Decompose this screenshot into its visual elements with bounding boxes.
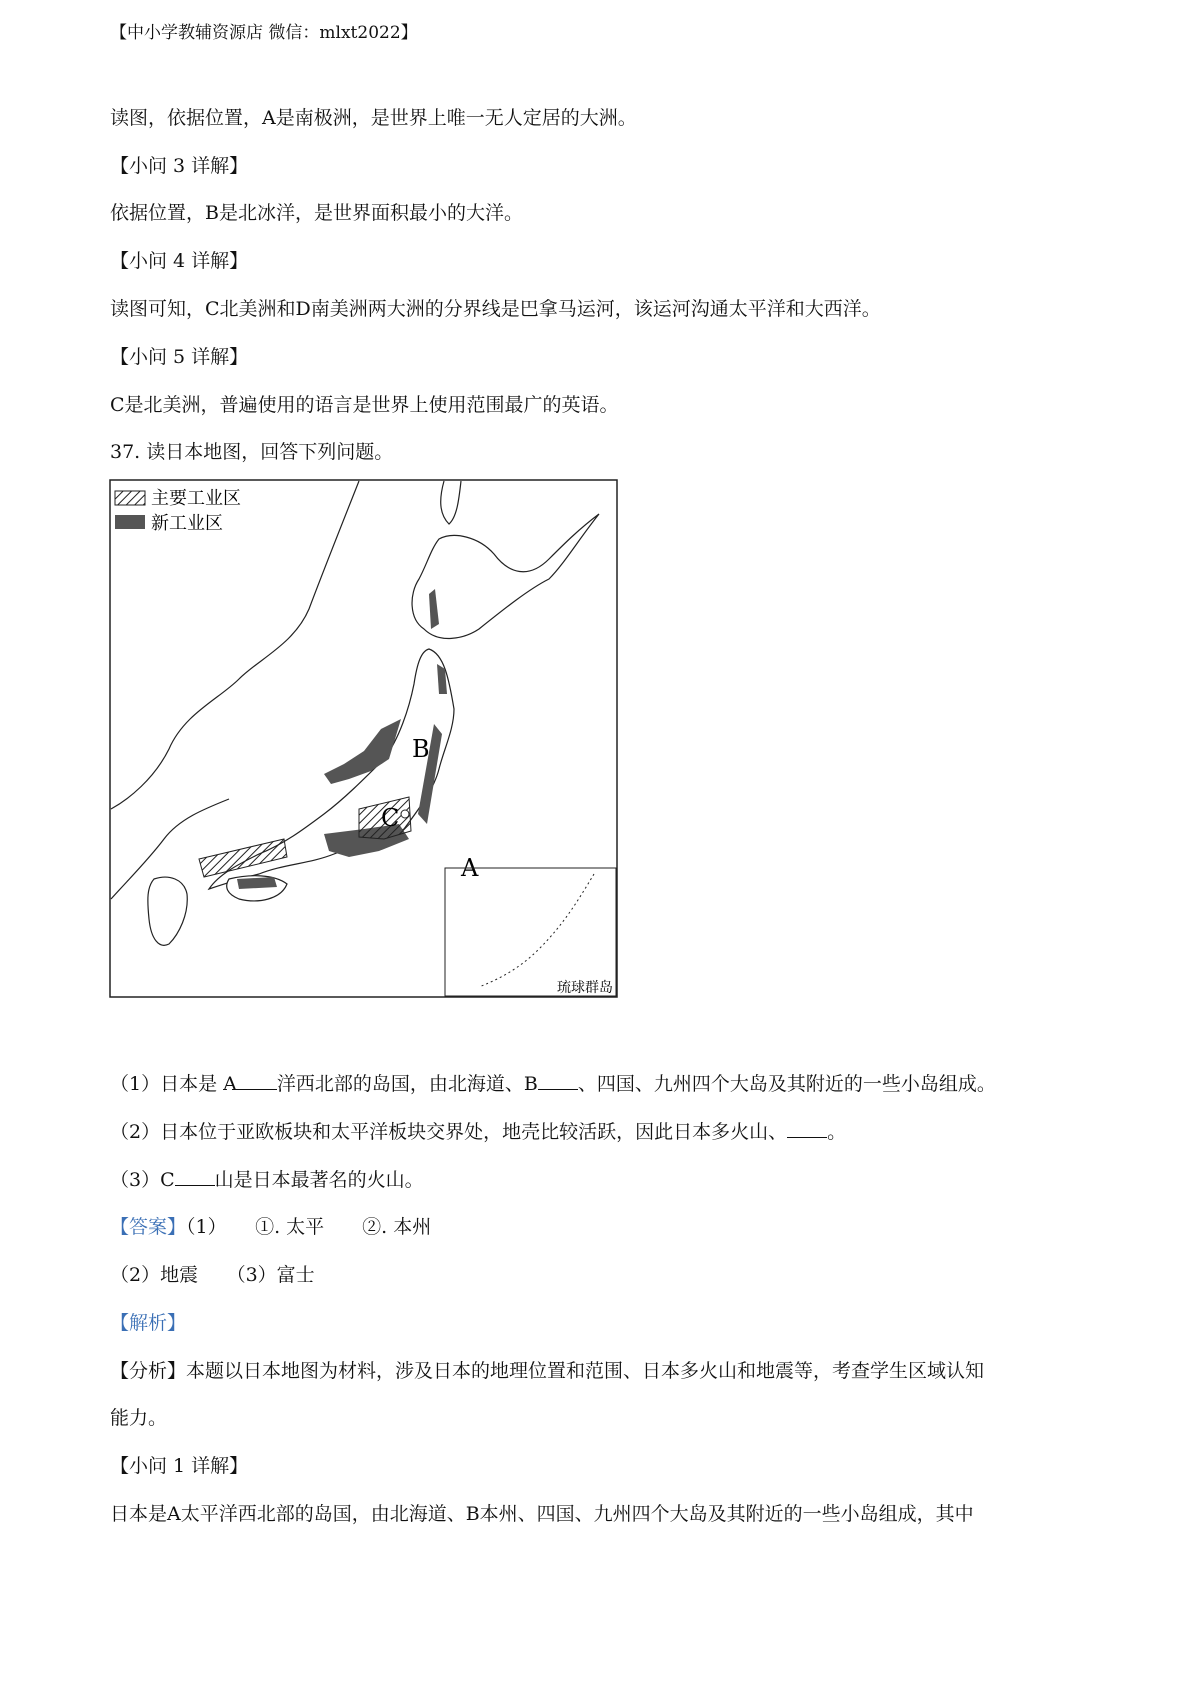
label-c: C: [381, 804, 400, 832]
japan-map: [109, 479, 618, 998]
analysis-text: 能力。: [110, 1407, 168, 1429]
analysis-text: 日本是A太平洋西北部的岛国，由北海道、B本州、四国、九州四个大岛及其附近的一些小岛组成，其中: [110, 1503, 974, 1525]
section-heading: 【小问 3 详解】: [110, 155, 249, 177]
legend-hatch-swatch: [115, 491, 145, 505]
text-line: C是北美洲，普遍使用的语言是世界上使用范围最广的英语。: [110, 394, 619, 416]
analysis-tag: 【解析】: [110, 1312, 187, 1334]
mount-fuji-marker: [401, 810, 409, 818]
answer-tag: 【答案】: [110, 1216, 187, 1238]
map-frame: [110, 480, 617, 997]
text-line: 读图，依据位置，A是南极洲，是世界上唯一无人定居的大洲。: [110, 107, 637, 129]
text-line: 依据位置，B是北冰洋，是世界面积最小的大洋。: [110, 202, 523, 224]
text-line: 读图可知，C北美洲和D南美洲两大洲的分界线是巴拿马运河，该运河沟通太平洋和大西洋。: [110, 298, 881, 320]
question-1: （1）日本是 A 洋西北部的岛国，由北海道、B 、四国、九州四个大岛及其附近的一些小岛组成。: [110, 1073, 996, 1095]
legend-main-label: 主要工业区: [151, 488, 241, 509]
label-a: A: [461, 854, 479, 882]
question-title: 37. 读日本地图，回答下列问题。: [110, 441, 394, 463]
question-2: （2）日本位于亚欧板块和太平洋板块交界处，地壳比较活跃，因此日本多火山、 。: [110, 1121, 847, 1143]
section-heading: 【小问 1 详解】: [110, 1455, 249, 1477]
answer-line-2: （2）地震 （3）富士: [110, 1264, 315, 1286]
legend-dark-swatch: [115, 515, 145, 529]
label-b: B: [412, 735, 430, 763]
question-3: （3）C 山是日本最著名的火山。: [110, 1169, 424, 1191]
section-heading: 【小问 4 详解】: [110, 250, 249, 272]
inset-label: 琉球群岛: [557, 980, 613, 996]
analysis-text: 【分析】本题以日本地图为材料，涉及日本的地理位置和范围、日本多火山和地震等，考查学生区域认知: [110, 1360, 985, 1382]
industrial-zone-shikoku: [237, 877, 277, 889]
answer-line-1: 【答案】（1） ①. 太平 ②. 本州: [110, 1216, 432, 1238]
legend-new-label: 新工业区: [151, 513, 223, 534]
watermark-header: 【中小学教辅资源店 微信：mlxt2022】: [110, 23, 418, 43]
section-heading: 【小问 5 详解】: [110, 346, 249, 368]
